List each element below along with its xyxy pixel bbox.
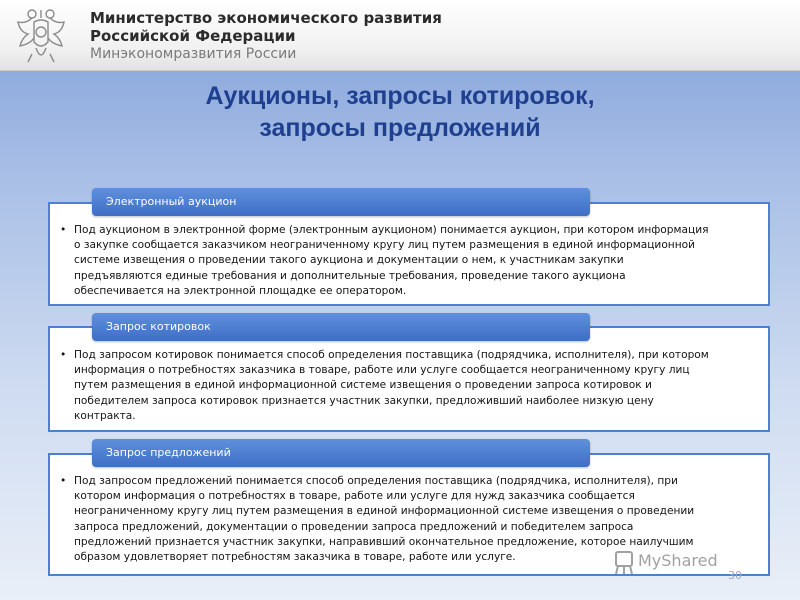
bullet: • <box>60 224 67 236</box>
definition-text: Под запросом предложений понимается способ определения поставщика (подрядчика, исполнителя), при котором информация о потребностях в товаре, работе или услуге для нужд заказчика сообщается неограниченному кругу лиц путем размещения в единой информационной системе извещения о проведении запроса предложений, документации о проведении запроса предложений и победителем запроса предложений признается участник закупки, направивший окончательное предложение, которое наилучшим образом удовлетворяет потребностям заказчика в товаре, работе или услуге. <box>74 475 695 564</box>
slide-number: 30 <box>728 569 742 582</box>
bullet: • <box>60 475 67 487</box>
bullet: • <box>60 349 67 361</box>
card-body-electronic-auction <box>60 223 710 299</box>
card-header-quotation-request: Запрос котировок <box>92 313 590 341</box>
slide-title-line2: запросы предложений <box>259 114 541 142</box>
card-header-proposal-request: Запрос предложений <box>92 439 590 467</box>
definition-text: Под аукционом в электронной форме (электронным аукционом) понимается аукцион, при котором информация о закупке сообщается заказчиком неограниченному кругу лиц путем размещения в единой информационной системе извещения о проведении такого аукциона и документации о нем, к участникам закупки предъявляются единые требования и дополнительные требования, проведение такого аукциона обеспечивается на электронной площадке ее оператором. <box>74 224 709 297</box>
ministry-name-line2: Российской Федерации <box>90 27 296 45</box>
definition-text: Под запросом котировок понимается способ определения поставщика (подрядчика, исполнителя), при котором информация о потребностях заказчика в товаре, работе или услуге сообщается неограниченному кругу лиц путем размещения в единой информационной системе извещения о проведении запроса котировок и победителем запроса котировок признается участник закупки, предложивший наиболее низкую цену контракта. <box>74 349 709 422</box>
slide-header <box>0 0 800 71</box>
slide-title-line1: Аукционы, запросы котировок, <box>205 82 595 110</box>
card-body-quotation-request <box>60 348 710 424</box>
watermark-text: MyShared <box>638 551 718 570</box>
coat-of-arms-icon <box>12 4 70 66</box>
ministry-name-line1: Министерство экономического развития <box>90 9 442 27</box>
watermark-logo <box>612 544 772 576</box>
slide-title <box>0 80 800 144</box>
card-header-electronic-auction: Электронный аукцион <box>92 188 590 216</box>
ministry-short-name: Минэкономразвития России <box>90 46 297 62</box>
